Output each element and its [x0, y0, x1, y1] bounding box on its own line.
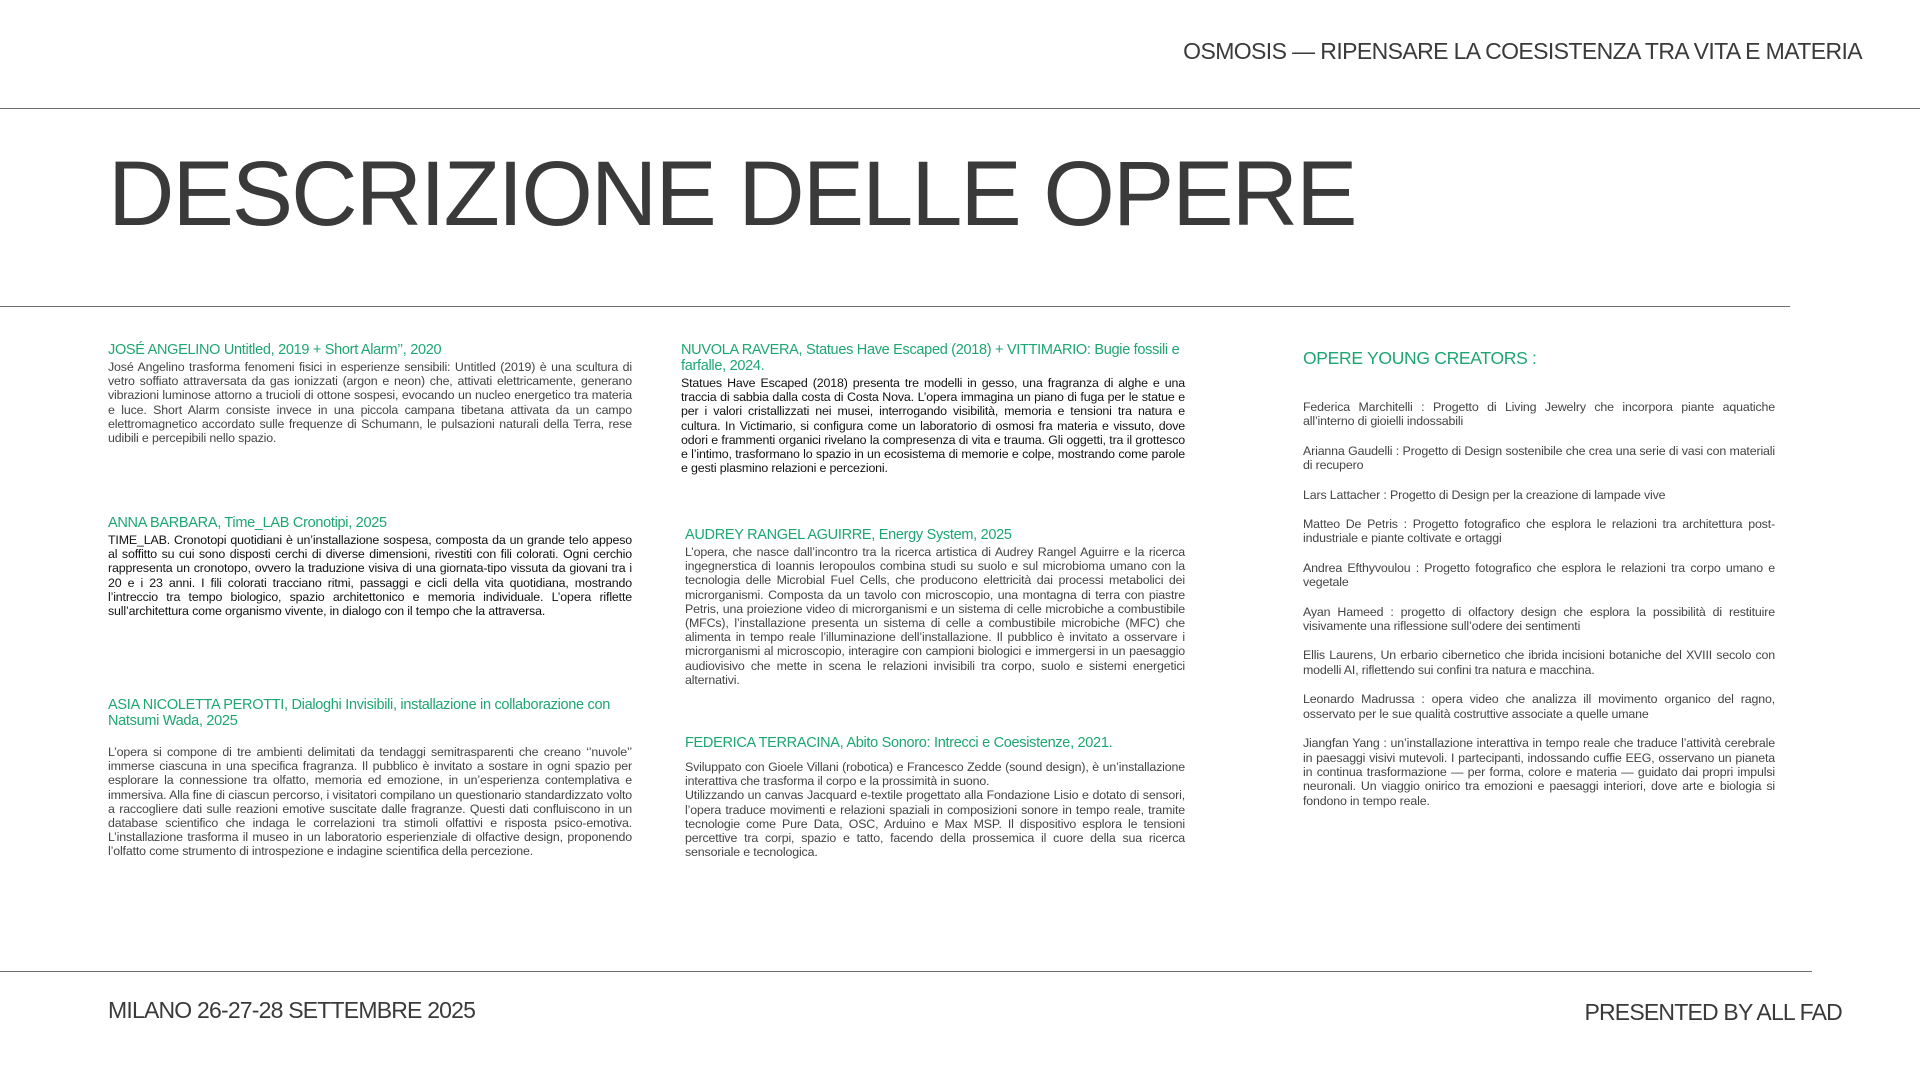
work-description-part-2: Utilizzando un canvas Jacquard e-textile progettato alla Fondazione Lisio e dotato di sensori, l’opera traduce movimenti e relazioni spaziali in composizioni sonore in tempo reale, tramite tecnologie come Pure Data, OSC, Arduino e Max MSP. Il dispositivo esplora le tensioni percettive tra corpi, spazio e tatto, facendo della prossemica il cuore della sua ricerca sensoriale e tecnologica.	[685, 788, 1185, 860]
work-audrey-rangel-aguirre	[685, 527, 1185, 687]
work-description-part-1: Sviluppato con Gioele Villani (robotica) e Francesco Zedde (sound design), è un’installazione interattiva che trasforma il corpo e la prossimità in suono.	[685, 760, 1185, 789]
work-title: NUVOLA RAVERA, Statues Have Escaped (2018) + VITTIMARIO: Bugie fossili e farfalle, 2024.	[681, 342, 1180, 374]
title-divider	[0, 306, 1790, 307]
work-jose-angelino	[108, 342, 632, 445]
top-divider	[0, 108, 1920, 109]
page-title: DESCRIZIONE DELLE OPERE	[108, 143, 1356, 245]
header-title: OSMOSIS — RIPENSARE LA COESISTENZA TRA VITA E MATERIA	[1183, 38, 1862, 64]
work-description	[685, 760, 1185, 859]
work-title: ASIA NICOLETTA PEROTTI, Dialoghi Invisibili, installazione in collaborazione con Natsumi Wada, 2025	[108, 697, 610, 729]
young-creators-heading: OPERE YOUNG CREATORS :	[1303, 348, 1537, 368]
list-item: Arianna Gaudelli : Progetto di Design sostenibile che crea una serie di vasi con materiali di recupero	[1303, 443, 1775, 473]
work-description: L’opera, che nasce dall’incontro tra la ricerca artistica di Audrey Rangel Aguirre e la ricerca ingegnerstica di Ioannis Ieropoulos combina studi su suolo e sul microbioma umano con la tecnologia delle Microbial Fuel Cells, che producono elettricità dai processi metabolici dei microrganismi. Composta da un tavolo con microscopio, una montagna di terra con piastre Petris, una proiezione video di microrganismi e un sistema di celle microbiche a combustibile (MFCs), l’installazione presenta un sistema di celle a combustibile microbiche (MFC) che alimenta in tempo reale l’illuminazione dell’installazione. Il pubblico è invitato a osservare i microrganismi al microscopio, interagire con campioni biologici e immergersi in un paesaggio audiovisivo che mette in scena le relazioni invisibili tra corpo, suolo e sistemi energetici alternativi.	[685, 545, 1185, 687]
work-description: TIME_LAB. Cronotopi quotidiani è un’installazione sospesa, composta da un grande telo appeso al soffitto su cui sono disposti cerchi di diverse dimensioni, rivestiti con fili colorati. Ogni cerchio rappresenta un cronotopo, ovvero la traduzione visiva di una giornata-tipo vissuta da giovani tra i 20 e i 23 anni. I fili colorati tracciano ritmi, passaggi e cicli della vita quotidiana, mostrando l’intreccio tra tempo biologico, spazio architettonico e memoria individuale. L’opera riflette sull’architettura come organismo vivente, in dialogo con il tempo che la attraversa.	[108, 533, 632, 619]
work-asia-nicoletta-perotti	[108, 697, 632, 859]
list-item: Jiangfan Yang : un’installazione interattiva in tempo reale che traduce l’attività cerebrale in paesaggi visivi mutevoli. I partecipanti, indossando cuffie EEG, osservano un pianeta in continua trasformazione — per forma, colore e materia — guidato dai propri impulsi neuronali. Un viaggio onirico tra emozioni e paesaggi interiori, dove arte e biologia si fondono in tempo reale.	[1303, 736, 1775, 808]
list-item: Leonardo Madrussa : opera video che analizza ill movimento organico del ragno, osservato per le sue qualità costruttive associate a quelle umane	[1303, 692, 1775, 721]
footer-divider	[0, 971, 1812, 972]
work-title: FEDERICA TERRACINA, Abito Sonoro: Intrecci e Coesistenze, 2021.	[685, 735, 1113, 751]
work-description: Statues Have Escaped (2018) presenta tre modelli in gesso, una fragranza di alghe e una traccia di sabbia dalla costa di Costa Nova. L’opera immagina un piano di fuga per le statue e per i valori cristallizzati nei musei, interrogando visibilità, memoria e tensioni tra natura e cultura. In Victimario, si configura come un laboratorio di osmosi fra materia e vissuto, dove odori e frammenti organici rivelano la compresenza di vita e trauma. Gli oggetti, tra il grottesco e l’intimo, trasformano lo spazio in un ecosistema di memorie e colpe, mostrando come parole e gesti plasmino relazioni e percezioni.	[681, 376, 1185, 476]
list-item: Andrea Efthyvoulou : Progetto fotografico che esplora le relazioni tra corpo umano e vegetale	[1303, 560, 1775, 590]
presenter-credit: PRESENTED BY ALL FAD	[1584, 999, 1842, 1025]
work-title: AUDREY RANGEL AGUIRRE, Energy System, 2025	[685, 527, 1012, 543]
list-item: Matteo De Petris : Progetto fotografico che esplora le relazioni tra architettura post-industriale e piante coltivate e ortaggi	[1303, 517, 1775, 546]
list-item: Ellis Laurens, Un erbario cibernetico che ibrida incisioni botaniche del XVIII secolo con modelli AI, riflettendo sui confini tra natura e macchina.	[1303, 648, 1775, 677]
work-federica-terracina	[685, 735, 1185, 859]
young-creators-list	[1303, 400, 1775, 823]
work-description: L’opera si compone di tre ambienti delimitati da tendaggi semitrasparenti che creano ‘’nuvole’’ immerse ciascuna in una specifica fragranza. Il pubblico è invitato a sostare in ogni spazio per esplorare la connessione tra olfatto, memoria ed emozione, in un’esperienza contemplativa e immersiva. Alla fine di ciascun percorso, i visitatori compilano un questionario standardizzato volto a raccogliere dati sulle reazioni emotive suscitate dalle fragranze. Questi dati confluiscono in un database scientifico che indaga le correlazioni tra stimoli olfattivi e risposta psico-emotiva. L’installazione trasforma il museo in un laboratorio esperienziale di olfactive design, proponendo l’olfatto come strumento di introspezione e indagine scientifica della percezione.	[108, 745, 632, 859]
work-anna-barbara	[108, 515, 632, 618]
work-nuvola-ravera	[681, 342, 1185, 475]
work-title: JOSÉ ANGELINO Untitled, 2019 + Short Alarm’’, 2020	[108, 342, 442, 358]
list-item: Ayan Hameed : progetto di olfactory design che esplora la possibilità di restituire visivamente una riflessione sull’odere dei sentimenti	[1303, 604, 1775, 634]
work-title: ANNA BARBARA, Time_LAB Cronotipi, 2025	[108, 515, 387, 531]
event-dates: MILANO 26-27-28 SETTEMBRE 2025	[108, 997, 476, 1023]
list-item: Federica Marchitelli : Progetto di Living Jewelry che incorpora piante aquatiche all’interno di gioielli indossabili	[1303, 400, 1775, 429]
work-description: José Angelino trasforma fenomeni fisici in esperienze sensibili: Untitled (2019) è una scultura di vetro soffiato attraversata da gas ionizzati (argon e neon) che, attivati elettricamente, generano vibrazioni luminose attorno a trucioli di ottone sospesi, evocando un nucleo energetico tra materia e luce. Short Alarm consiste invece in una piccola campana tibetana attivata da un campo elettromagnetico accordato sulle frequenze di Schumann, le pulsazioni naturali della Terra, rese udibili e percepibili nello spazio.	[108, 360, 632, 446]
list-item: Lars Lattacher : Progetto di Design per la creazione di lampade vive	[1303, 487, 1666, 502]
